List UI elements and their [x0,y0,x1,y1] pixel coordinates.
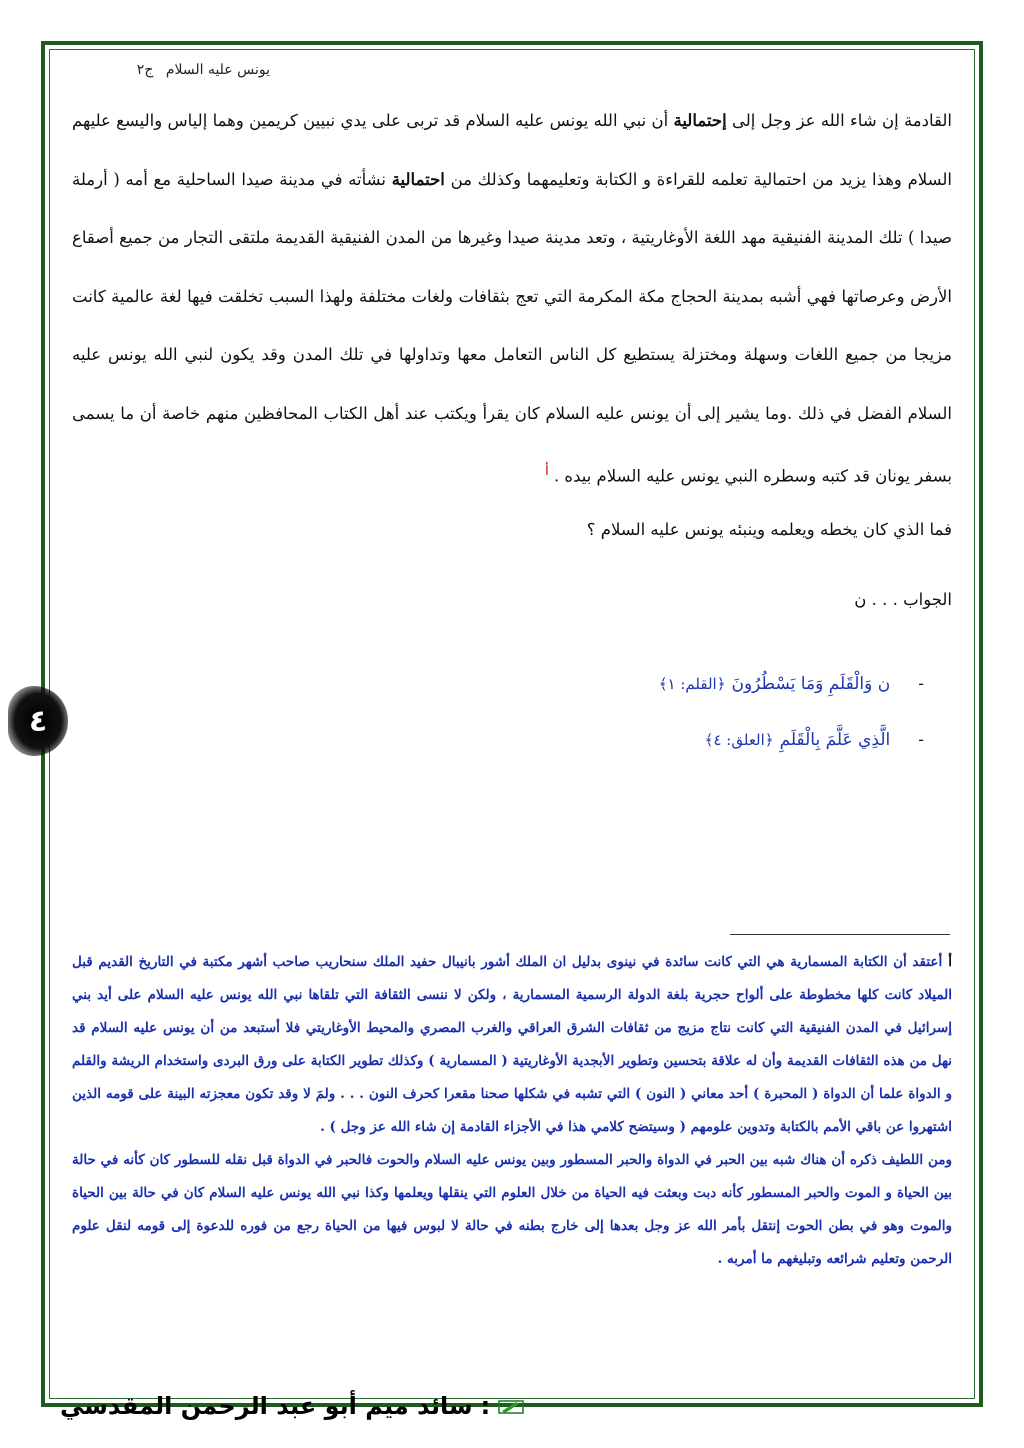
answer-line: الجواب . . . ن [854,590,952,609]
paragraph-text-1: القادمة إن شاء الله عز وجل إلى [726,111,952,130]
verse-text: الَّذِي عَلَّمَ بِالْقَلَمِ [779,730,891,750]
running-header [70,62,270,78]
verse-item [224,712,924,768]
list-dash: - [918,674,924,694]
footnote-mark: أ [948,954,952,970]
header-title: يونس عليه السلام [165,62,270,78]
verse-item [224,656,924,712]
verse-reference: ﴿القلم: ١﴾ [658,675,726,693]
header-part: ج٢ [136,62,154,78]
question-line: فما الذي كان يخطه ويعلمه وينبئه يونس عليه السلام ؟ [586,520,952,539]
verse-reference: ﴿العلق: ٤﴾ [704,731,774,749]
footnote-1 [72,946,952,1144]
footnotes-section [72,946,952,1276]
footnote-2-text: ومن اللطيف ذكره أن هناك شبه بين الحبر في الدواة والحبر المسطور وبين يونس عليه السلام والحوت فالحبر في الدواة قبل نقله للسطور كان كأنه في حالة بين الحياة و الموت والحبر المسطور كأنه دبت وبعثت فيه الحياة من خلال العلوم التي ينقلها ويعلمها وكذا نبي الله يونس عليه السلام كان في حالة بين الحياة والموت وهو في بطن الحوت إنتقل بأمر الله عز وجل بعدها إلى خارج بطنه في حالة لا لبوس فيها من الحياة رجع من فوره للدعوة إلى قومه لنقل علوم الرحمن وتعليم شرائعه وتبليغهم ما أمربه . [72,1152,952,1267]
signature-text: سائد ميم أبو عبد الرحمن المقدسي [60,1392,473,1420]
main-paragraph [72,92,952,506]
footnote-1-text: أعتقد أن الكتابة المسمارية هي التي كانت سائدة في نينوى بدليل ان الملك أشور بانيبال حفيد الملك سنحاريب صاحب أشهر مكتبة في التاريخ القديم قبل الميلاد كانت كلها مخطوطة على ألواح حجرية بلغة الدولة الرسمية المسمارية ، ولكن لا ننسى الثقافة التي تلقاها نبي الله يونس عليه السلام على أيد بني إسرائيل في المدن الفنيقية التي كانت نتاج مزيج من ثقافات الشرق العراقي والغرب المصري والمحيط الأوغاريتي فلا أستبعد من أن يونس عليه السلام قد نهل من هذه الثقافات القديمة وأن له علاقة بتحسين وتطوير الأبجدية الأوغاريتية ( المسمارية ) وكذلك تطوير الكتابة على ورق البردى واستخدام الريشة والقلم و الدواة علما أن الدواة ( المحبرة ) أحد معاني ( النون ) التي تشبه في شكلها صحنا مقعرا كحرف النون . . . ولمَ لا وقد تكون معجزته البينة على قومه الذين اشتهروا عن باقي الأمم بالكتابة وتدوين علومهم ( وسيتضح كلامي هذا في الأجزاء القادمة إن شاء الله عز وجل ) . [72,954,952,1135]
footnote-reference[interactable]: أ [545,464,549,479]
paragraph-text-3: نشأته في مدينة صيدا الساحلية مع أمه ( أرملة صيدا ) تلك المدينة الفنيقية مهد اللغة الأوغاريتية ، وتعد مدينة صيدا وغيرها من المدن الفنيقية القديمة ملتقى التجار من جميع أصقاع الأرض وعرصاتها فهي أشبه بمدينة الحجاج مكة المكرمة التي تعج بثقافات ولغات مختلفة ولهذا السبب تخلقت فيها لغة عالمية كانت مزيجا من جميع اللغات وسهلة ومختزلة يستطيع كل الناس التعامل معها وتداولها في تلك المدن وقد يكون لنبي الله يونس عليه السلام الفضل في ذلك .وما يشير إلى أن يونس عليه السلام كان يقرأ ويكتب عند أهل الكتاب المحافظين منهم خاصة أن ما يسمى بسفر يونان قد كتبه وسطره النبي يونس عليه السلام بيده . [72,169,952,486]
paragraph-emphasis-1: إحتمالية [673,111,727,130]
footnote-2 [72,1144,952,1276]
paragraph-emphasis-2: احتمالية [391,169,445,189]
signature-separator: : [480,1392,491,1420]
verse-text: ن وَالْقَلَمِ وَمَا يَسْطُرُونَ [731,674,891,694]
pen-writing-icon [498,1397,524,1415]
list-dash: - [918,730,924,750]
author-signature [60,1392,524,1420]
page-number: ٤ [28,703,48,739]
footnote-separator [730,934,950,935]
verse-list [224,656,924,768]
paragraph-text-2: أن نبي الله يونس عليه السلام قد تربى على يدي نبيين كريمين وهما إلياس واليسع عليهم السلام وهذا يزيد من احتمالية تعلمه للقراءة و الكتابة وتعليمهما وكذلك من [72,111,952,189]
